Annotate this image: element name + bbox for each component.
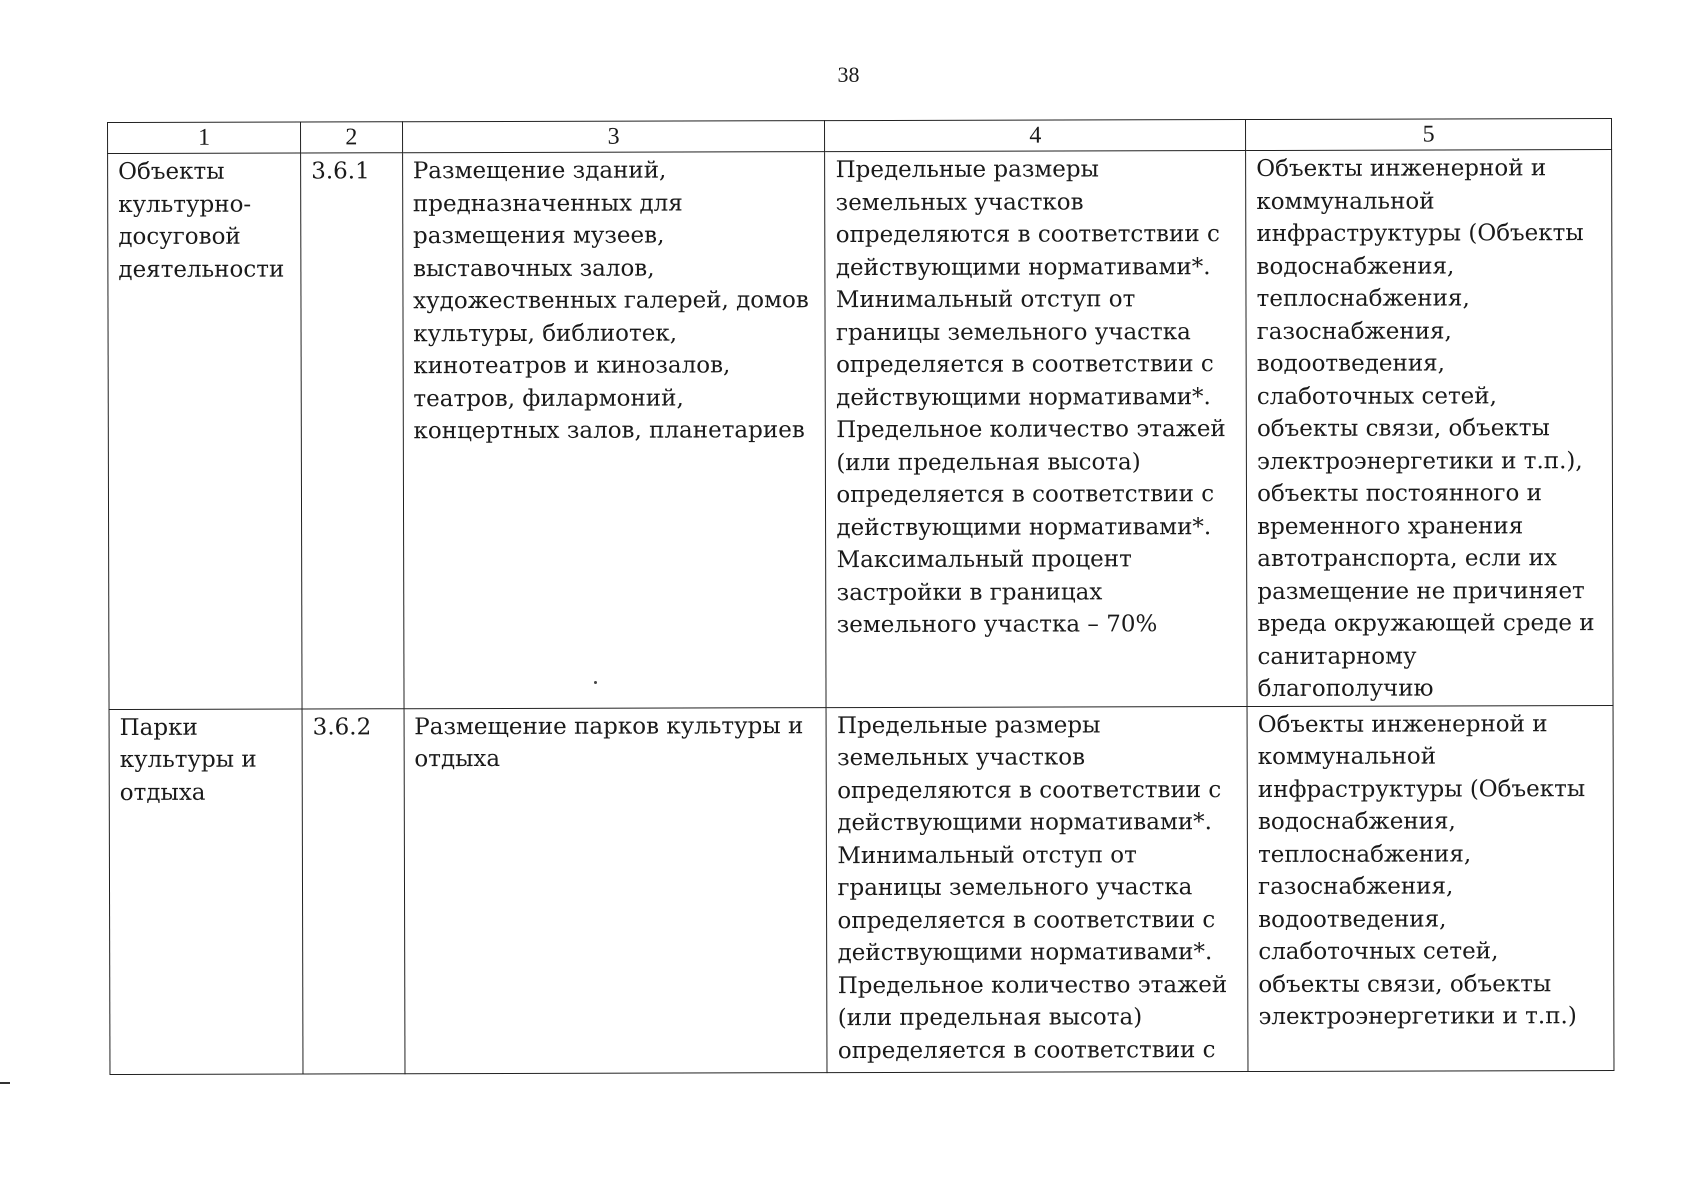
- text-line: земельного участка – 70%: [836, 611, 1158, 639]
- text-line: водоснабжения,: [1256, 252, 1455, 280]
- margin-mark: [0, 1082, 10, 1084]
- text-line: объекты связи, объекты: [1258, 970, 1552, 998]
- column-header: 2: [301, 122, 403, 153]
- column-header: 1: [108, 122, 301, 154]
- use-type-name-cell: [108, 153, 303, 709]
- text-line: газоснабжения,: [1258, 873, 1454, 900]
- text-line: действующими нормативами*.: [837, 939, 1213, 967]
- text-line: временного хранения: [1257, 512, 1524, 540]
- column-header: 3: [402, 121, 825, 153]
- text-line: теплоснабжения,: [1258, 840, 1472, 868]
- text-line: определяются в соответствии с: [835, 221, 1220, 249]
- table-row: [108, 150, 1613, 709]
- table-header-row: [108, 119, 1612, 154]
- text-line: определяется в соответствии с: [837, 906, 1216, 934]
- text-line: электроэнергетики и т.п.): [1258, 1003, 1577, 1030]
- use-type-code-cell: [301, 153, 404, 709]
- text-line: (или предельная высота): [836, 448, 1141, 476]
- text-line: размещение не причиняет: [1257, 577, 1585, 605]
- text-line: выставочных залов,: [413, 255, 655, 282]
- text-line: кинотеатров и кинозалов,: [413, 352, 731, 380]
- parameters-cell: [826, 706, 1248, 1072]
- text-line: застройки в границах: [836, 578, 1103, 606]
- column-header: 4: [825, 120, 1246, 152]
- text-line: определяется в соответствии с: [837, 1036, 1216, 1064]
- text-line: культуры, библиотек,: [413, 320, 678, 347]
- use-type-code: 3.6.1: [311, 158, 370, 185]
- text-line: действующими нормативами*.: [836, 383, 1211, 411]
- text-line: Размещение зданий,: [412, 157, 667, 185]
- text-line: водоотведения,: [1256, 350, 1445, 377]
- text-line: слаботочных сетей,: [1256, 382, 1497, 410]
- use-description-cell: [402, 152, 826, 709]
- text-line: границы земельного участка: [835, 318, 1191, 346]
- text-line: действующими нормативами*.: [837, 809, 1213, 837]
- use-type-code-cell: [302, 708, 405, 1073]
- parameters-cell: [825, 151, 1247, 708]
- text-line: культуры и: [119, 746, 257, 773]
- text-line: отдыха: [119, 779, 206, 806]
- text-line: водоотведения,: [1258, 905, 1447, 933]
- text-line: земельных участков: [837, 744, 1086, 772]
- text-line: Размещение парков культуры и: [414, 712, 804, 740]
- text-line: деятельности: [118, 256, 285, 283]
- auxiliary-uses: [1258, 708, 1604, 1034]
- text-line: Минимальный отступ от: [837, 841, 1137, 869]
- text-line: газоснабжения,: [1256, 317, 1452, 345]
- text-line: Предельные размеры: [835, 156, 1099, 184]
- text-line: размещения музеев,: [412, 222, 665, 250]
- text-line: санитарному: [1257, 643, 1417, 670]
- auxiliary-uses-cell: [1247, 705, 1614, 1071]
- text-line: объекты связи, объекты: [1256, 415, 1550, 442]
- text-line: границы земельного участка: [837, 874, 1193, 902]
- text-line: благополучию: [1257, 675, 1434, 702]
- building-parameters: [837, 709, 1238, 1068]
- text-line: определяются в соответствии с: [837, 776, 1222, 804]
- text-line: Объекты инженерной и: [1256, 155, 1547, 182]
- use-description: [413, 154, 815, 448]
- table-row: [109, 705, 1614, 1074]
- text-line: культурно-: [118, 191, 252, 218]
- text-line: определяется в соответствии с: [836, 481, 1215, 509]
- text-line: слаботочных сетей,: [1258, 938, 1499, 965]
- use-type-code: 3.6.2: [312, 713, 372, 740]
- text-line: отдыха: [414, 745, 501, 773]
- text-line: театров, филармоний,: [413, 384, 684, 412]
- page-number: 38: [837, 62, 860, 87]
- text-line: теплоснабжения,: [1256, 285, 1470, 312]
- text-line: Предельные размеры: [836, 711, 1101, 739]
- text-line: действующими нормативами*.: [835, 253, 1211, 281]
- use-type-name: [120, 711, 292, 809]
- text-line: электроэнергетики и т.п.),: [1256, 447, 1583, 475]
- text-line: действующими нормативами*.: [836, 513, 1212, 541]
- text-line: (или предельная высота): [837, 1004, 1143, 1032]
- text-line: инфраструктуры (Объекты: [1257, 775, 1586, 803]
- text-line: Минимальный отступ от: [835, 286, 1136, 314]
- text-line: Объекты инженерной и: [1257, 710, 1548, 738]
- use-type-name: [118, 156, 290, 286]
- column-header: 5: [1246, 119, 1612, 151]
- text-line: предназначенных для: [412, 189, 683, 217]
- text-line: водоснабжения,: [1257, 808, 1456, 835]
- text-line: коммунальной: [1257, 743, 1437, 770]
- text-line: Объекты: [118, 158, 225, 185]
- use-description: [414, 710, 816, 776]
- text-line: объекты постоянного и: [1257, 480, 1542, 507]
- text-line: инфраструктуры (Объекты: [1256, 220, 1584, 247]
- text-line: коммунальной: [1256, 188, 1435, 215]
- text-line: концертных залов, планетариев: [413, 417, 805, 445]
- text-line: Предельное количество этажей: [837, 971, 1228, 999]
- text-line: земельных участков: [835, 188, 1084, 216]
- text-line: художественных галерей, домов: [413, 287, 809, 315]
- land-use-table: [107, 118, 1614, 1074]
- text-line: определяется в соответствии с: [836, 351, 1214, 379]
- use-type-name-cell: [109, 708, 303, 1074]
- auxiliary-uses: [1256, 152, 1602, 705]
- text-line: Парки: [119, 714, 198, 741]
- text-line: Предельное количество этажей: [836, 416, 1226, 444]
- building-parameters: [836, 153, 1237, 642]
- text-line: досуговой: [118, 223, 241, 250]
- auxiliary-uses-cell: [1246, 150, 1613, 706]
- text-line: Максимальный процент: [836, 546, 1132, 574]
- scan-speck: [594, 681, 597, 684]
- use-description-cell: [404, 707, 828, 1073]
- text-line: автотранспорта, если их: [1257, 545, 1557, 572]
- text-line: вреда окружающей среде и: [1257, 610, 1595, 637]
